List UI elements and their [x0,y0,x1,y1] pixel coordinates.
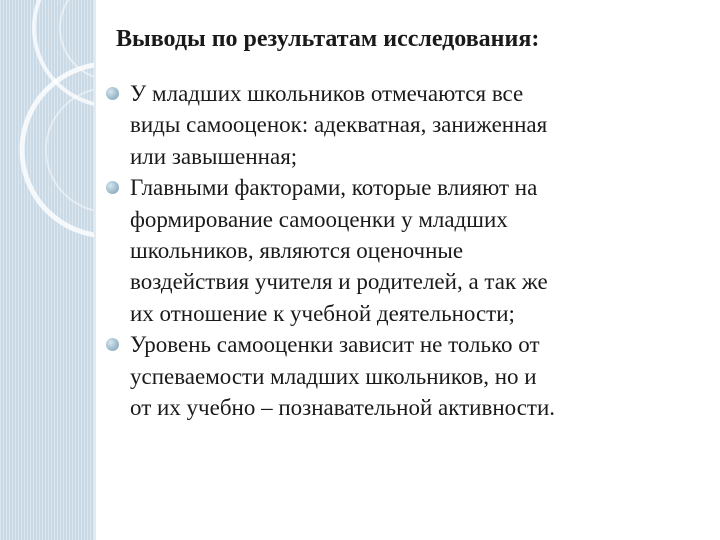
bullet-line: Уровень самооценки зависит не только от [130,332,540,358]
bullet-line: от их учебно – познавательной активности. [130,395,556,421]
bullet-line: их отношение к учебной деятельности; [130,300,515,326]
side-divider [94,0,96,540]
decorative-side-stripe [0,0,94,540]
bullet-line: успеваемости младших школьников, но и [130,363,537,389]
bullet-line: У младших школьников отмечаются все [130,81,524,106]
bullet-item [102,172,702,329]
round-bullet-icon [106,181,119,194]
round-bullet-icon [106,87,119,100]
bullet-line: формирование самооценки у младших [130,206,508,232]
bullet-item [102,329,702,423]
round-bullet-icon [106,338,119,351]
bullet-line: Главными факторами, которые влияют на [130,175,538,201]
slide-title: Выводы по результатам исследования: [116,26,540,52]
bullet-line: или завышенная; [130,143,298,169]
decorative-circles [0,0,94,540]
bullet-list [102,78,702,423]
bullet-line: воздействия учителя и родителей, а так же [130,269,548,295]
bullet-line: виды самооценок: адекватная, заниженная [130,112,548,138]
bullet-item [102,78,702,172]
bullet-line: школьников, являются оценочные [130,238,464,264]
